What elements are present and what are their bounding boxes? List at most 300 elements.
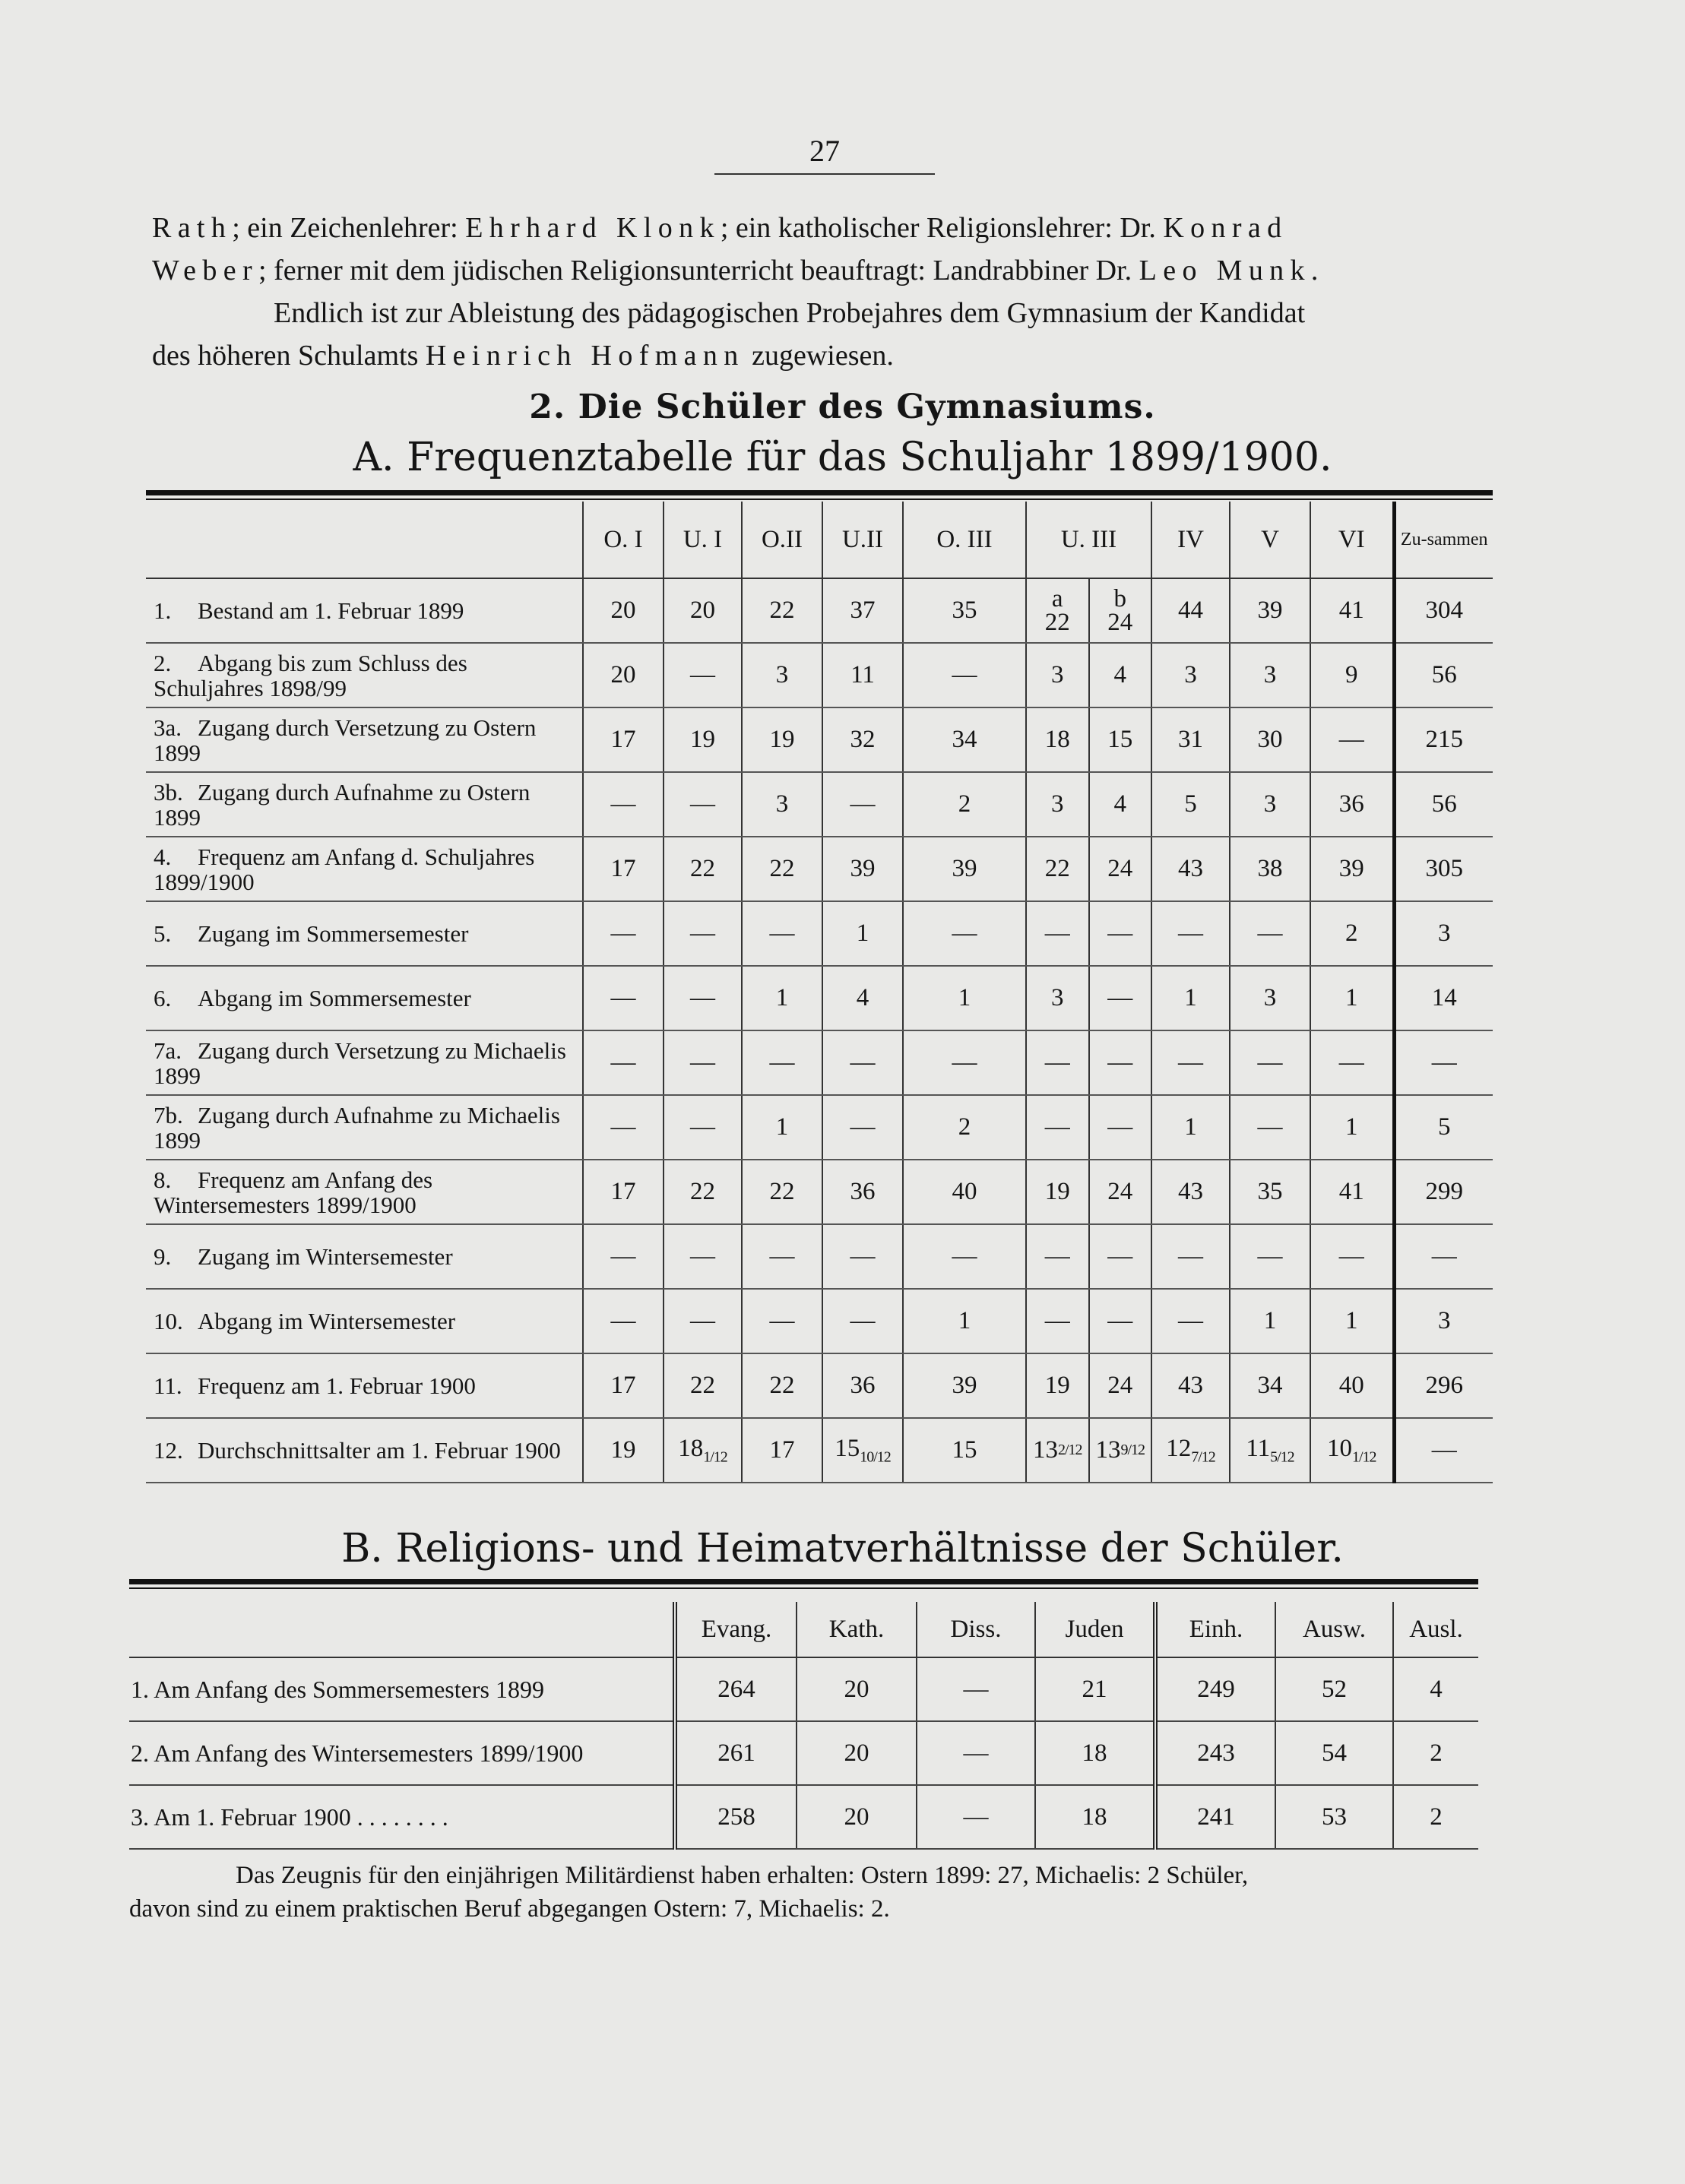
- col-header: O. I: [583, 502, 664, 578]
- cell-v: —: [1230, 1224, 1310, 1289]
- closing-paragraph: [129, 1859, 1478, 1926]
- cell-uiii: [1026, 1030, 1151, 1095]
- cell-oi: —: [583, 772, 664, 837]
- age-whole: 11: [1246, 1434, 1271, 1462]
- cell-iv: 43: [1151, 1160, 1230, 1224]
- cell-value: —: [917, 1721, 1035, 1785]
- cell-iv: —: [1151, 901, 1230, 966]
- row-label: [146, 578, 583, 643]
- cell-uii: —: [822, 772, 903, 837]
- cell-uiii: [1026, 707, 1151, 772]
- cell-value: 258: [675, 1785, 797, 1849]
- cell-uiii_a: [1027, 579, 1088, 642]
- cell-oii: 19: [742, 707, 822, 772]
- cell-uiii_a: [1027, 1096, 1088, 1159]
- cell-uiii_a: [1027, 644, 1088, 707]
- intro-line: des höheren Schulamts Heinrich Hofmann zugewiesen.: [152, 340, 894, 372]
- cell-uiii: [1026, 1224, 1151, 1289]
- cell-ui: —: [664, 1224, 742, 1289]
- cell-uiii_b: [1088, 1031, 1151, 1094]
- cell-total: 215: [1394, 707, 1493, 772]
- row-number: 2.: [154, 649, 172, 676]
- cell-oii: —: [742, 901, 822, 966]
- cell-oi: 17: [583, 707, 664, 772]
- cell-oiii: —: [903, 901, 1026, 966]
- cell-value: 3: [1051, 661, 1064, 688]
- cell-value: —: [1107, 1307, 1133, 1334]
- cell-v: 30: [1230, 707, 1310, 772]
- col-header: U. III: [1026, 502, 1151, 578]
- cell-uiii_b: [1088, 837, 1151, 901]
- row-label: [146, 772, 583, 837]
- row-label-text: Am Anfang des Sommersemesters 1899: [154, 1675, 544, 1703]
- cell-uiii_b: [1088, 1096, 1151, 1159]
- table-row: [146, 1160, 1493, 1224]
- cell-value: 20: [797, 1721, 917, 1785]
- cell-uiii_a: [1027, 1031, 1088, 1094]
- cell-v: —: [1230, 1030, 1310, 1095]
- row-label: [146, 1224, 583, 1289]
- row-number: 8.: [154, 1166, 172, 1193]
- cell-uiii_a: [1027, 967, 1088, 1030]
- cell-total: —: [1394, 1030, 1493, 1095]
- cell-value: 15: [1107, 726, 1133, 753]
- row-label: [129, 1657, 675, 1721]
- row-label: [146, 1095, 583, 1160]
- cell-ui: —: [664, 901, 742, 966]
- age-fraction: 5/12: [1270, 1448, 1294, 1466]
- table-row: [146, 1224, 1493, 1289]
- cell-uii: 1: [822, 901, 903, 966]
- cell-value: 54: [1275, 1721, 1393, 1785]
- cell-vi: 2: [1310, 901, 1394, 966]
- col-header: Diss.: [917, 1602, 1035, 1657]
- cell-oiii: —: [903, 1224, 1026, 1289]
- cell-ui: —: [664, 1289, 742, 1353]
- table-row: [146, 1289, 1493, 1353]
- cell-v: [1230, 1418, 1310, 1483]
- cell-total: 3: [1394, 1289, 1493, 1353]
- cell-total: 299: [1394, 1160, 1493, 1224]
- cell-oi: —: [583, 901, 664, 966]
- row-label: [146, 1030, 583, 1095]
- cell-uii: 37: [822, 578, 903, 643]
- cell-oiii: 1: [903, 966, 1026, 1030]
- row-label-text: Durchschnittsalter am 1. Februar 1900: [198, 1437, 561, 1464]
- cell-value: 243: [1155, 1721, 1275, 1785]
- cell-uiii_a: [1027, 902, 1088, 965]
- row-label-text: Am 1. Februar 1900 . . . . . . . .: [154, 1803, 448, 1831]
- row-label-text: Abgang bis zum Schluss des Schuljahres 1898/99: [154, 649, 467, 701]
- cell-value: —: [917, 1657, 1035, 1721]
- age-fraction: 7/12: [1191, 1448, 1215, 1466]
- name-rath: Rath: [152, 212, 233, 244]
- cell-uii: 36: [822, 1353, 903, 1418]
- cell-value: 4: [1113, 661, 1126, 688]
- col-header: Ausl.: [1393, 1602, 1478, 1657]
- cell-vi: 36: [1310, 772, 1394, 837]
- row-label-text: Abgang im Wintersemester: [198, 1308, 456, 1334]
- col-header: VI: [1310, 502, 1394, 578]
- cell-uiii: [1026, 1095, 1151, 1160]
- row-number: 9.: [154, 1243, 172, 1270]
- cell-vi: 1: [1310, 1095, 1394, 1160]
- age-whole: 13: [1095, 1436, 1121, 1464]
- intro-line: Weber; ferner mit dem jüdischen Religionsunterricht beauftragt: Landrabbiner Dr. Leo Munk.: [152, 255, 1319, 286]
- cell-value: 19: [1044, 1178, 1070, 1205]
- row-number: 4.: [154, 843, 172, 870]
- cell-uii: 39: [822, 837, 903, 901]
- intro-line: Endlich ist zur Ableistung des pädagogischen Probejahres dem Gymnasium der Kandidat: [274, 297, 1306, 329]
- row-label-text: Zugang durch Aufnahme zu Michaelis 1899: [154, 1101, 560, 1154]
- cell-value: 24: [1107, 608, 1133, 636]
- cell-oii: 22: [742, 578, 822, 643]
- table-b-header-row: [129, 1602, 1478, 1657]
- cell-uiii_a: [1027, 708, 1088, 771]
- cell-uii: 4: [822, 966, 903, 1030]
- cell-uiii: [1026, 772, 1151, 837]
- cell-vi: [1310, 1418, 1394, 1483]
- cell-value: 53: [1275, 1785, 1393, 1849]
- cell-v: 1: [1230, 1289, 1310, 1353]
- cell-iv: —: [1151, 1224, 1230, 1289]
- cell-total: —: [1394, 1224, 1493, 1289]
- col-header: Evang.: [675, 1602, 797, 1657]
- cell-oii: 17: [742, 1418, 822, 1483]
- cell-ui: 22: [664, 1160, 742, 1224]
- cell-value: 2: [1393, 1721, 1478, 1785]
- cell-value: 22: [1044, 855, 1070, 882]
- cell-uiii_a: [1027, 837, 1088, 901]
- cell-uiii_b: [1088, 1419, 1151, 1482]
- table-row: [146, 772, 1493, 837]
- cell-value: 21: [1035, 1657, 1155, 1721]
- cell-uiii: [1026, 1160, 1151, 1224]
- cell-ui: [664, 1418, 742, 1483]
- cell-oiii: —: [903, 1030, 1026, 1095]
- cell-vi: 41: [1310, 578, 1394, 643]
- cell-oiii: 1: [903, 1289, 1026, 1353]
- cell-value: 52: [1275, 1657, 1393, 1721]
- table-row: [129, 1721, 1478, 1785]
- row-number: 2.: [131, 1739, 149, 1767]
- cell-uiii: [1026, 901, 1151, 966]
- cell-value: —: [917, 1785, 1035, 1849]
- cell-value: —: [1107, 1242, 1133, 1270]
- cell-value: 249: [1155, 1657, 1275, 1721]
- section-number: 2: [529, 388, 553, 426]
- cell-uiii_b: [1088, 708, 1151, 771]
- row-number: 3b.: [154, 778, 183, 806]
- row-label-text: Zugang durch Versetzung zu Michaelis 1899: [154, 1037, 566, 1089]
- cell-uiii_a: [1027, 1354, 1088, 1417]
- cell-uiii_b: [1088, 579, 1151, 642]
- cell-oii: —: [742, 1224, 822, 1289]
- cell-uii: 11: [822, 643, 903, 707]
- cell-value: 24: [1107, 1372, 1133, 1399]
- row-label-text: Zugang durch Versetzung zu Ostern 1899: [154, 714, 537, 766]
- row-label: [146, 643, 583, 707]
- cell-uiii_b: [1088, 773, 1151, 836]
- cell-total: 3: [1394, 901, 1493, 966]
- col-header: Juden: [1035, 1602, 1155, 1657]
- cell-oiii: 39: [903, 837, 1026, 901]
- cell-uiii: [1026, 643, 1151, 707]
- cell-uii: 36: [822, 1160, 903, 1224]
- cell-ui: 20: [664, 578, 742, 643]
- cell-uiii: [1026, 1418, 1151, 1483]
- cell-value: —: [1107, 1113, 1133, 1141]
- col-header: Kath.: [797, 1602, 917, 1657]
- col-header: Einh.: [1155, 1602, 1275, 1657]
- intro-paragraph: [152, 207, 1505, 377]
- row-label: [146, 1160, 583, 1224]
- cell-uiii_b: [1088, 1225, 1151, 1288]
- cell-value: —: [1044, 1307, 1070, 1334]
- table-b-top-rule: [129, 1579, 1478, 1589]
- col-header: V: [1230, 502, 1310, 578]
- cell-ui: —: [664, 643, 742, 707]
- cell-value: 19: [1044, 1372, 1070, 1399]
- table-a-top-rule: [146, 490, 1493, 500]
- cell-uiii_a: [1027, 1419, 1088, 1482]
- age-fraction: 1/12: [703, 1448, 727, 1466]
- cell-ui: 22: [664, 837, 742, 901]
- cell-value: 264: [675, 1657, 797, 1721]
- cell-ui: —: [664, 966, 742, 1030]
- age-fraction: 1/12: [1351, 1448, 1376, 1466]
- cell-value: —: [1044, 919, 1070, 947]
- row-label-text: Zugang im Wintersemester: [198, 1243, 453, 1270]
- cell-oiii: 34: [903, 707, 1026, 772]
- cell-total: 56: [1394, 643, 1493, 707]
- cell-iv: 31: [1151, 707, 1230, 772]
- cell-oiii: 15: [903, 1418, 1026, 1483]
- cell-v: 35: [1230, 1160, 1310, 1224]
- cell-uiii_a: [1027, 773, 1088, 836]
- cell-oiii: 2: [903, 1095, 1026, 1160]
- cell-uiii_b: [1088, 1160, 1151, 1223]
- table-b-label-header: [129, 1602, 675, 1657]
- cell-ui: —: [664, 1030, 742, 1095]
- col-header: U. I: [664, 502, 742, 578]
- row-number: 7a.: [154, 1037, 182, 1064]
- row-label-text: Am Anfang des Wintersemesters 1899/1900: [154, 1739, 584, 1767]
- cell-v: 3: [1230, 772, 1310, 837]
- cell-oiii: —: [903, 643, 1026, 707]
- cell-uii: —: [822, 1095, 903, 1160]
- age-whole: 13: [1032, 1436, 1058, 1464]
- cell-value: —: [1044, 1049, 1070, 1076]
- cell-oii: 22: [742, 1160, 822, 1224]
- row-number: 5.: [154, 920, 172, 947]
- row-number: 10.: [154, 1308, 183, 1334]
- row-number: 12.: [154, 1437, 183, 1464]
- row-number: 3a.: [154, 714, 182, 741]
- age-whole: 10: [1326, 1434, 1352, 1462]
- row-label: [146, 707, 583, 772]
- religion-table: [129, 1602, 1478, 1850]
- cell-vi: 40: [1310, 1353, 1394, 1418]
- row-label: [129, 1785, 675, 1849]
- u3-subheader: a: [1051, 584, 1063, 612]
- cell-value: —: [1107, 1049, 1133, 1076]
- cell-oii: —: [742, 1289, 822, 1353]
- row-label: [146, 837, 583, 901]
- cell-iv: 43: [1151, 1353, 1230, 1418]
- cell-total: 56: [1394, 772, 1493, 837]
- cell-vi: 9: [1310, 643, 1394, 707]
- cell-total: 305: [1394, 837, 1493, 901]
- col-header: O.II: [742, 502, 822, 578]
- cell-value: —: [1107, 984, 1133, 1011]
- table-row: [146, 578, 1493, 643]
- cell-vi: 41: [1310, 1160, 1394, 1224]
- row-label-text: Abgang im Sommersemester: [198, 985, 471, 1011]
- row-label-text: Zugang durch Aufnahme zu Ostern 1899: [154, 778, 531, 831]
- cell-value: 3: [1051, 790, 1064, 818]
- section-heading: 2. Die Schüler des Gymnasiums.: [529, 388, 1156, 426]
- col-header: IV: [1151, 502, 1230, 578]
- table-row: [146, 1353, 1493, 1418]
- row-number: 11.: [154, 1372, 182, 1399]
- cell-value: 18: [1044, 726, 1070, 753]
- age-fraction: 10/12: [860, 1448, 891, 1466]
- cell-oi: —: [583, 1095, 664, 1160]
- cell-total: 14: [1394, 966, 1493, 1030]
- row-number: 7b.: [154, 1101, 183, 1128]
- cell-value: 24: [1107, 1178, 1133, 1205]
- cell-oi: —: [583, 1224, 664, 1289]
- age-whole: 12: [1166, 1434, 1192, 1462]
- cell-ui: —: [664, 772, 742, 837]
- cell-oi: 20: [583, 643, 664, 707]
- cell-value: 22: [1044, 608, 1070, 636]
- cell-uii: 32: [822, 707, 903, 772]
- cell-uiii_a: [1027, 1160, 1088, 1223]
- cell-uiii: [1026, 837, 1151, 901]
- cell-iv: 44: [1151, 578, 1230, 643]
- table-row: [146, 966, 1493, 1030]
- row-label: [129, 1721, 675, 1785]
- table-a-label-header: [146, 502, 583, 578]
- table-row: [129, 1657, 1478, 1721]
- row-number: 6.: [154, 985, 172, 1011]
- cell-uiii: [1026, 1353, 1151, 1418]
- cell-vi: 39: [1310, 837, 1394, 901]
- cell-uii: —: [822, 1224, 903, 1289]
- cell-value: 18: [1035, 1785, 1155, 1849]
- cell-oi: 17: [583, 837, 664, 901]
- table-row: [146, 643, 1493, 707]
- cell-value: —: [1107, 919, 1133, 947]
- closing-line: Das Zeugnis für den einjährigen Militärdienst haben erhalten: Ostern 1899: 27, Michaelis: 2 Schüler,: [236, 1862, 1249, 1889]
- cell-iv: 3: [1151, 643, 1230, 707]
- table-row-age: [146, 1418, 1493, 1483]
- cell-value: 20: [797, 1785, 917, 1849]
- cell-v: —: [1230, 1095, 1310, 1160]
- row-label-text: Bestand am 1. Februar 1899: [198, 597, 464, 624]
- cell-oiii: 2: [903, 772, 1026, 837]
- cell-value: 18: [1035, 1721, 1155, 1785]
- table-b-title: B. Religions- und Heimatverhältnisse der Schüler.: [341, 1526, 1344, 1572]
- row-label-text: Frequenz am Anfang d. Schuljahres 1899/1900: [154, 843, 535, 895]
- cell-uiii_a: [1027, 1290, 1088, 1353]
- age-fraction: 9/12: [1120, 1442, 1145, 1458]
- cell-value: 2: [1393, 1785, 1478, 1849]
- cell-v: 3: [1230, 966, 1310, 1030]
- cell-oii: 22: [742, 837, 822, 901]
- frequency-table: [146, 502, 1493, 1483]
- name-hofmann: Heinrich Hofmann: [425, 340, 745, 372]
- cell-value: 20: [797, 1657, 917, 1721]
- age-whole: 15: [835, 1434, 860, 1462]
- name-weber: Weber: [152, 255, 259, 286]
- cell-uiii: [1026, 578, 1151, 643]
- age-fraction: 2/12: [1057, 1442, 1082, 1458]
- cell-value: 4: [1113, 790, 1126, 818]
- cell-ui: 22: [664, 1353, 742, 1418]
- col-header: O. III: [903, 502, 1026, 578]
- cell-uiii: [1026, 966, 1151, 1030]
- cell-oiii: 40: [903, 1160, 1026, 1224]
- cell-total: 5: [1394, 1095, 1493, 1160]
- cell-value: —: [1044, 1242, 1070, 1270]
- age-whole: 18: [678, 1434, 704, 1462]
- row-label: [146, 1418, 583, 1483]
- cell-uiii_b: [1088, 1354, 1151, 1417]
- cell-oiii: 39: [903, 1353, 1026, 1418]
- row-label-text: Zugang im Sommersemester: [198, 920, 469, 947]
- table-a-header-row: [146, 502, 1493, 578]
- row-label-text: Frequenz am Anfang des Wintersemesters 1899/1900: [154, 1166, 433, 1218]
- cell-oii: —: [742, 1030, 822, 1095]
- cell-vi: 1: [1310, 966, 1394, 1030]
- cell-v: 3: [1230, 643, 1310, 707]
- row-number: 1.: [154, 597, 172, 624]
- cell-uiii_a: [1027, 1225, 1088, 1288]
- cell-oi: —: [583, 966, 664, 1030]
- cell-v: 34: [1230, 1353, 1310, 1418]
- cell-uiii: [1026, 1289, 1151, 1353]
- cell-uii: —: [822, 1289, 903, 1353]
- cell-oii: 1: [742, 966, 822, 1030]
- cell-vi: —: [1310, 707, 1394, 772]
- u3-subheader: b: [1113, 584, 1126, 612]
- cell-iv: 1: [1151, 966, 1230, 1030]
- cell-v: —: [1230, 901, 1310, 966]
- cell-total: 304: [1394, 578, 1493, 643]
- table-row: [146, 1095, 1493, 1160]
- row-label: [146, 901, 583, 966]
- table-row: [146, 707, 1493, 772]
- table-row: [129, 1785, 1478, 1849]
- col-header-total: Zu-sammen: [1394, 502, 1493, 578]
- col-header: Ausw.: [1275, 1602, 1393, 1657]
- cell-value: 261: [675, 1721, 797, 1785]
- cell-iv: —: [1151, 1030, 1230, 1095]
- cell-oi: 17: [583, 1160, 664, 1224]
- row-label: [146, 1289, 583, 1353]
- closing-line: davon sind zu einem praktischen Beruf abgegangen Ostern: 7, Michaelis: 2.: [129, 1895, 890, 1923]
- cell-vi: 1: [1310, 1289, 1394, 1353]
- name-munk: Leo Munk: [1139, 255, 1311, 286]
- cell-uiii_b: [1088, 644, 1151, 707]
- cell-value: 4: [1393, 1657, 1478, 1721]
- row-label-text: Frequenz am 1. Februar 1900: [198, 1372, 476, 1399]
- cell-oii: 1: [742, 1095, 822, 1160]
- cell-oi: —: [583, 1289, 664, 1353]
